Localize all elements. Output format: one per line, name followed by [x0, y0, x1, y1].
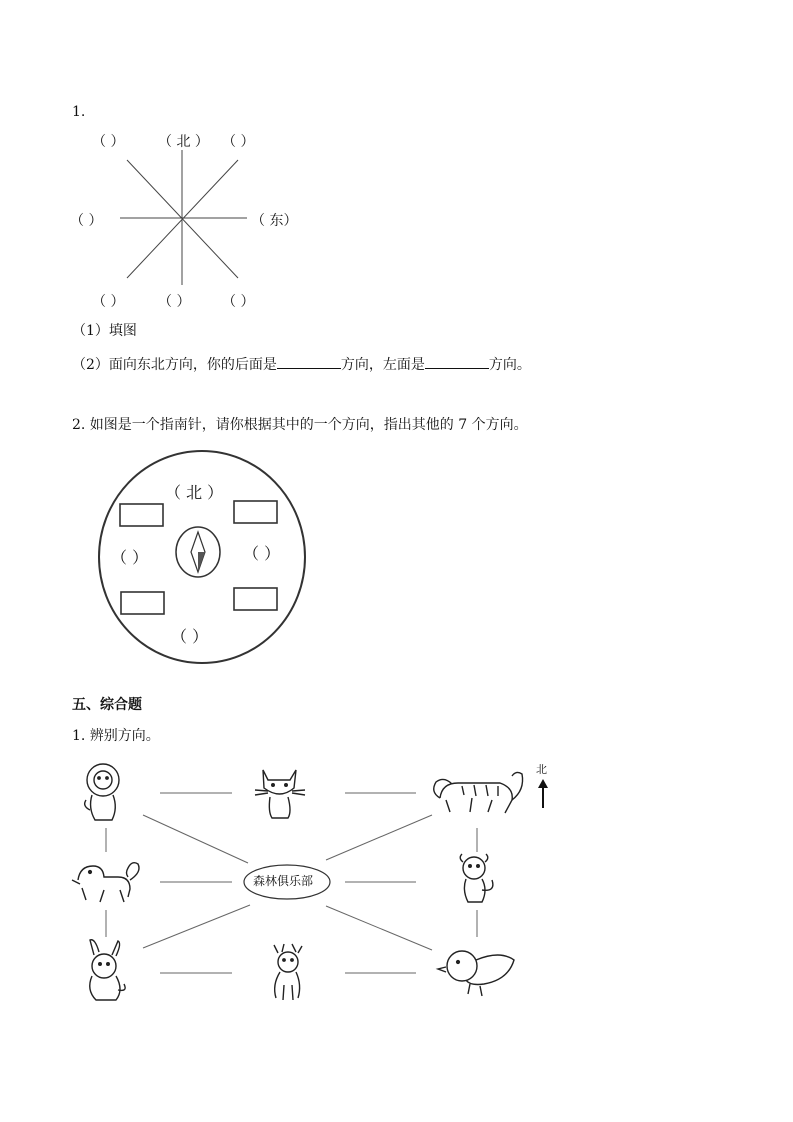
- tiger-icon: [434, 772, 523, 813]
- direction-blank-south[interactable]: （ ）: [158, 294, 191, 310]
- compass-blank-east[interactable]: （ ）: [243, 544, 281, 563]
- lion-icon: [85, 764, 119, 820]
- direction-label-north: （ 北 ）: [158, 134, 209, 150]
- compass-blank-west[interactable]: （ ）: [111, 548, 149, 567]
- rabbit-icon: [90, 940, 125, 1000]
- monkey-icon: [460, 854, 493, 902]
- question-2-text: 2. 如图是一个指南针，请你根据其中的一个方向，指出其他的 7 个方向。: [72, 417, 528, 433]
- cat-icon: [255, 770, 305, 818]
- direction-blank-northeast[interactable]: （ ）: [222, 134, 255, 150]
- question-number: 1.: [72, 104, 86, 120]
- direction-blank-west[interactable]: （ ）: [70, 213, 103, 229]
- compass-label-north: （ 北 ）: [165, 483, 224, 502]
- direction-blank-southwest[interactable]: （ ）: [92, 294, 125, 310]
- section-heading: 五、综合题: [72, 697, 142, 713]
- section-question-1: 1. 辨别方向。: [72, 728, 160, 744]
- forest-club-label: 森林俱乐部: [253, 874, 314, 888]
- compass-blank-south[interactable]: （ ）: [171, 627, 209, 646]
- dog-icon: [72, 863, 139, 902]
- subquestion-1: （1）填图: [72, 323, 137, 339]
- direction-blank-southeast[interactable]: （ ）: [222, 294, 255, 310]
- direction-blank-northwest[interactable]: （ ）: [92, 134, 125, 150]
- subquestion-2-suffix: 方向。: [488, 357, 531, 373]
- deer-icon: [274, 944, 302, 1000]
- subquestion-2-prefix: （2）面向东北方向，你的后面是: [72, 357, 277, 373]
- chick-icon: [438, 951, 514, 996]
- direction-label-east: （ 东）: [251, 213, 298, 229]
- subquestion-2-middle: 方向，左面是: [340, 357, 425, 373]
- north-arrow-label: 北: [536, 763, 547, 776]
